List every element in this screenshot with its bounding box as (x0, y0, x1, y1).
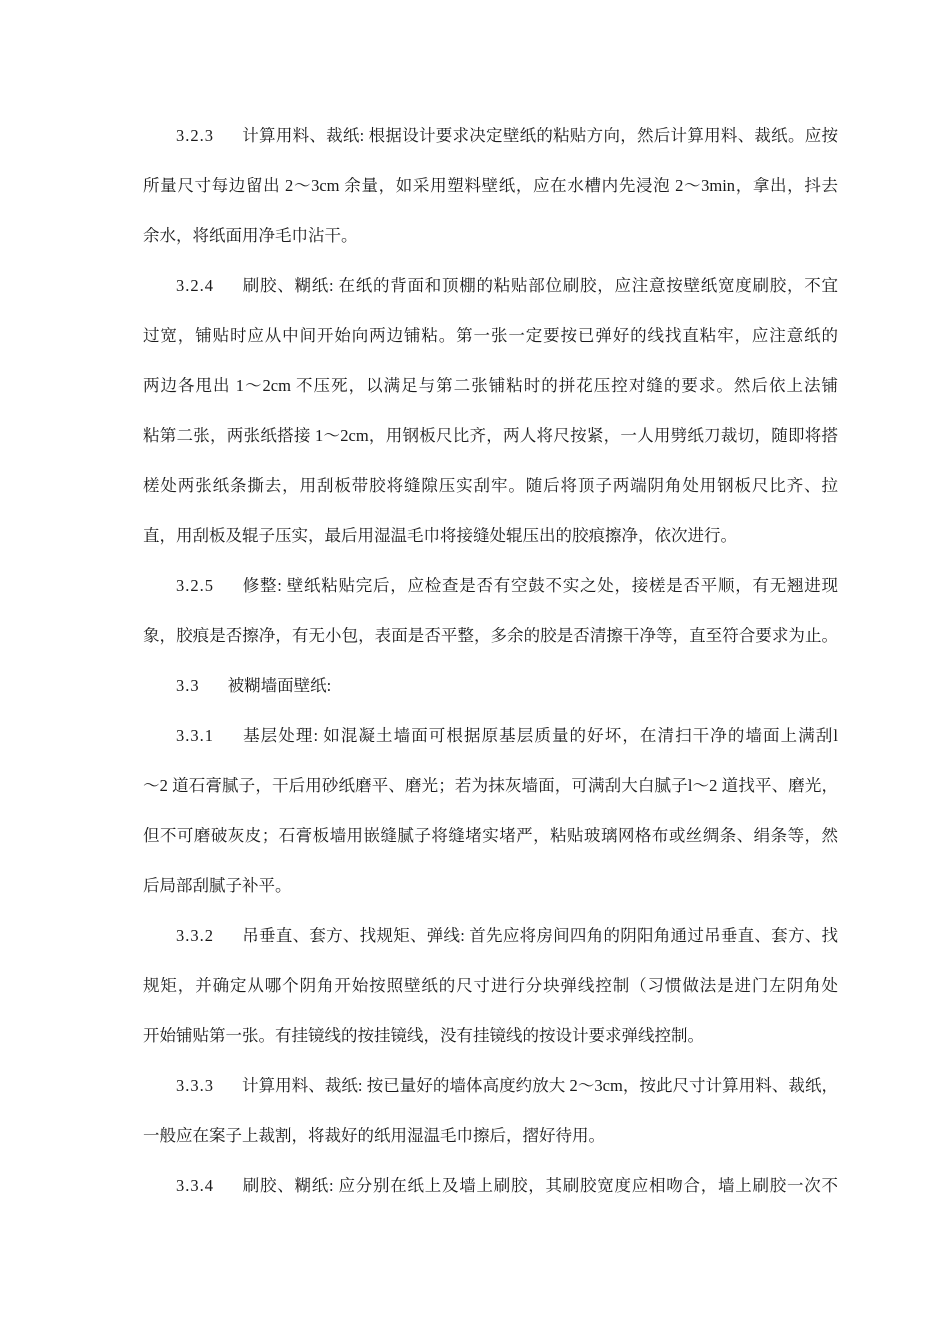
line-text: 计算用料、裁纸: 按已量好的墙体高度约放大 2～3cm，按此尺寸计算用料、裁纸， (242, 1076, 838, 1095)
paragraph-3-3-4 (143, 1161, 838, 1211)
paragraph-3-2-3 (143, 111, 838, 261)
line-text: 被糊墙面壁纸: (227, 676, 332, 695)
line-text: 一般应在案子上裁割，将裁好的纸用湿温毛巾擦后，摺好待用。 (143, 1126, 605, 1145)
paragraph-line (143, 611, 838, 661)
paragraph-first-line (143, 111, 838, 161)
paragraph-line (143, 411, 838, 461)
paragraph-first-line (143, 661, 838, 711)
paragraph-line (143, 811, 838, 861)
line-text: 规矩，并确定从哪个阴角开始按照壁纸的尺寸进行分块弹线控制（习惯做法是进门左阴角处 (143, 976, 838, 995)
line-text: 修整: 壁纸粘贴完后，应检查是否有空鼓不实之处，接槎是否平顺，有无翘进现 (242, 576, 838, 595)
paragraph-first-line (143, 561, 838, 611)
paragraph-3-2-5 (143, 561, 838, 661)
paragraph-3-3 (143, 661, 838, 711)
paragraph-line (143, 861, 838, 911)
section-number: 3.3 (176, 676, 200, 695)
line-text: 吊垂直、套方、找规矩、弹线: 首先应将房间四角的阴阳角通过吊垂直、套方、找 (242, 926, 838, 945)
paragraph-3-2-4 (143, 261, 838, 561)
line-text: 余水，将纸面用净毛巾沾干。 (143, 226, 358, 245)
paragraph-line (143, 1011, 838, 1061)
line-text: 计算用料、裁纸: 根据设计要求决定壁纸的粘贴方向，然后计算用料、裁纸。应按 (242, 126, 838, 145)
paragraph-3-3-2 (143, 911, 838, 1061)
section-number: 3.3.4 (176, 1176, 214, 1195)
line-text: 开始铺贴第一张。有挂镜线的按挂镜线，没有挂镜线的按设计要求弹线控制。 (143, 1026, 704, 1045)
line-text: 刷胶、糊纸: 应分别在纸上及墙上刷胶，其刷胶宽度应相吻合，墙上刷胶一次不 (242, 1176, 838, 1195)
line-text: ～2 道石膏腻子，干后用砂纸磨平、磨光；若为抹灰墙面，可满刮大白腻子l～2 道找平、磨光， (143, 776, 838, 795)
paragraph-line (143, 1111, 838, 1161)
paragraph-3-3-3 (143, 1061, 838, 1161)
section-number: 3.2.4 (176, 276, 214, 295)
paragraph-first-line (143, 261, 838, 311)
paragraph-line (143, 761, 838, 811)
line-text: 基层处理: 如混凝土墙面可根据原基层质量的好坏，在清扫干净的墙面上满刮l (242, 726, 838, 745)
paragraph-first-line (143, 1061, 838, 1111)
document-body (143, 111, 838, 1211)
line-text: 所量尺寸每边留出 2～3cm 余量，如采用塑料壁纸，应在水槽内先浸泡 2～3min，拿出，抖去 (143, 176, 838, 195)
line-text: 粘第二张，两张纸搭接 1～2cm，用钢板尺比齐，两人将尺按紧，一人用劈纸刀裁切，随即将搭 (143, 426, 838, 445)
paragraph-line (143, 511, 838, 561)
paragraph-first-line (143, 911, 838, 961)
line-text: 两边各甩出 1～2cm 不压死，以满足与第二张铺粘时的拼花压控对缝的要求。然后依上法铺 (143, 376, 838, 395)
paragraph-3-3-1 (143, 711, 838, 911)
section-number: 3.2.5 (176, 576, 214, 595)
paragraph-line (143, 211, 838, 261)
section-number: 3.3.1 (176, 726, 214, 745)
line-text: 但不可磨破灰皮；石膏板墙用嵌缝腻子将缝堵实堵严，粘贴玻璃网格布或丝绸条、绢条等，然 (143, 826, 838, 845)
paragraph-line (143, 311, 838, 361)
section-number: 3.3.3 (176, 1076, 214, 1095)
line-text: 象，胶痕是否擦净，有无小包，表面是否平整，多余的胶是否清擦干净等，直至符合要求为止。 (143, 626, 838, 645)
paragraph-first-line (143, 1161, 838, 1211)
line-text: 刷胶、糊纸: 在纸的背面和顶棚的粘贴部位刷胶，应注意按壁纸宽度刷胶，不宜 (242, 276, 838, 295)
line-text: 过宽，铺贴时应从中间开始向两边铺粘。第一张一定要按已弹好的线找直粘牢，应注意纸的 (143, 326, 838, 345)
section-number: 3.3.2 (176, 926, 214, 945)
paragraph-line (143, 461, 838, 511)
paragraph-line (143, 361, 838, 411)
section-number: 3.2.3 (176, 126, 214, 145)
line-text: 直，用刮板及辊子压实，最后用湿温毛巾将接缝处辊压出的胶痕擦净，依次进行。 (143, 526, 737, 545)
paragraph-first-line (143, 711, 838, 761)
line-text: 槎处两张纸条撕去，用刮板带胶将缝隙压实刮牢。随后将顶子两端阴角处用钢板尺比齐、拉 (143, 476, 838, 495)
paragraph-line (143, 961, 838, 1011)
paragraph-line (143, 161, 838, 211)
line-text: 后局部刮腻子补平。 (143, 876, 292, 895)
